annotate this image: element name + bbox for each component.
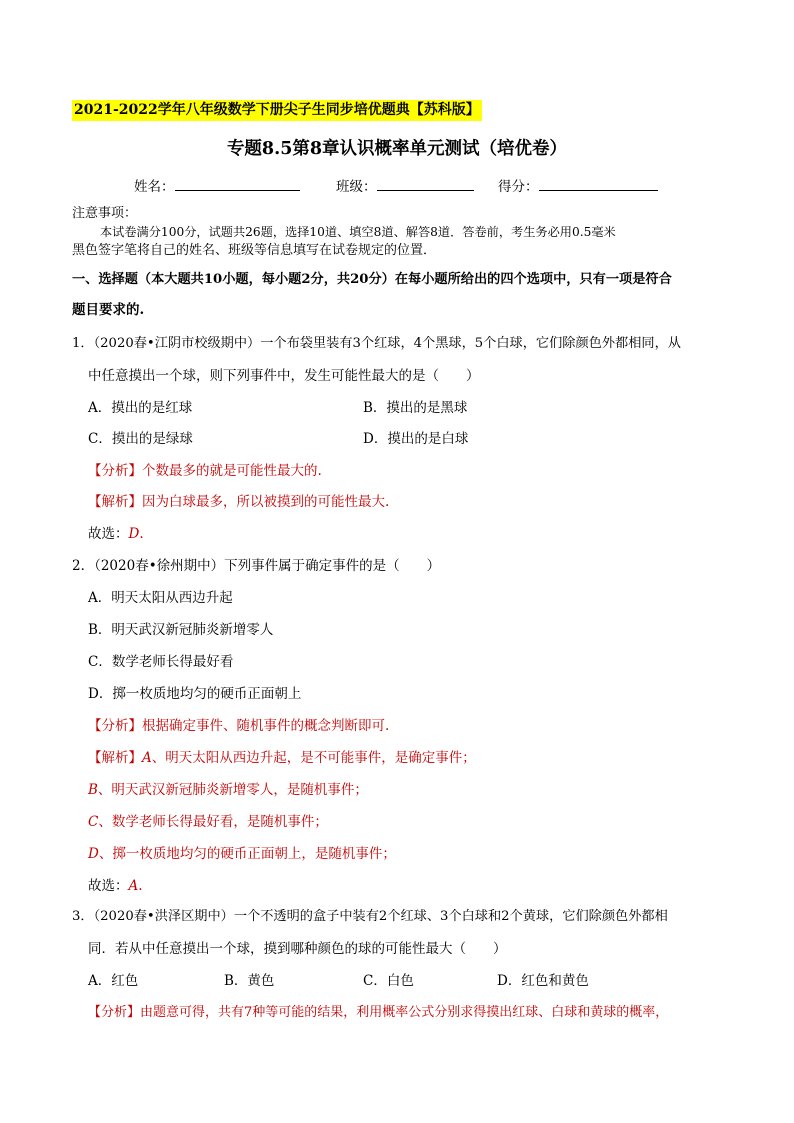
q2-option-c[interactable]: C．数学老师长得最好看 [88, 654, 234, 670]
q2-sol-b-text: 、明天武汉新冠肺炎新增零人，是随机事件； [97, 782, 368, 798]
q2-stem: 2．（2020春•徐州期中）下列事件属于确定事件的是（ ） [72, 558, 441, 574]
q2-solution-c [88, 812, 328, 832]
q1-stem-line1: 1．（2020春•江阴市校级期中）一个布袋里装有3个红球，4个黑球，5个白球，它们除颜色外都相同，从 [72, 336, 681, 351]
q1-solution [88, 492, 389, 512]
class-label: 班级： [336, 179, 377, 195]
q2-sol-d-letter: D [88, 846, 99, 862]
section-heading-line1: 一、选择题（本大题共10小题，每小题2分，共20分）在每小题所给出的四个选项中，只有一项是符合 [72, 272, 672, 287]
q2-solution-b [88, 780, 368, 800]
q1-analysis [88, 461, 322, 481]
notice-line1: 本试卷满分100分，试题共26题，选择10道、填空8道、解答8道．答卷前，考生务必用0.5毫米 [100, 225, 616, 239]
q1-solution-tag: 【解析】 [88, 494, 142, 510]
notice-label: 注意事项： [72, 206, 138, 221]
q1-option-d[interactable]: D．摸出的是白球 [363, 431, 469, 447]
q3-analysis [88, 1003, 668, 1023]
q1-analysis-text: 个数最多的就是可能性最大的. [142, 463, 322, 479]
series-banner: 2021-2022学年八年级数学下册尖子生同步培优题典【苏科版】 [72, 100, 482, 121]
q2-answer-end: . [138, 878, 143, 894]
q2-sol-b-letter: B [88, 782, 98, 798]
q1-option-a[interactable]: A．摸出的是红球 [88, 400, 193, 416]
name-field[interactable] [134, 176, 300, 197]
q2-answer-label: 故选： [88, 878, 129, 894]
q1-analysis-tag: 【分析】 [88, 463, 142, 479]
q2-sol-a-letter: A [142, 750, 152, 766]
q2-option-b[interactable]: B．明天武汉新冠肺炎新增零人 [88, 622, 274, 638]
page-title: 专题8.5第8章认识概率单元测试（培优卷） [226, 139, 568, 159]
q2-sol-c-text: 、数学老师长得最好看，是随机事件； [98, 814, 328, 830]
q2-sol-a-text: 、明天太阳从西边升起，是不可能事件，是确定事件； [151, 750, 476, 766]
q3-option-a[interactable]: A．红色 [88, 973, 139, 989]
q1-answer-letter: D [128, 526, 140, 542]
q2-option-a[interactable]: A．明天太阳从西边升起 [88, 590, 233, 606]
notice-line2: 黑色签字笔将自己的姓名、班级等信息填写在试卷规定的位置． [72, 243, 437, 258]
q2-analysis-text: 根据确定事件、随机事件的概念判断即可. [142, 718, 390, 734]
q1-answer-label: 故选： [88, 526, 129, 542]
q2-analysis-tag: 【分析】 [88, 718, 142, 734]
q3-option-d[interactable]: D．红色和黄色 [497, 973, 589, 989]
q3-stem-line2: 同．若从中任意摸出一个球，摸到哪种颜色的球的可能性最大（ ） [88, 941, 507, 957]
q2-option-d[interactable]: D．掷一枚质地均匀的硬币正面朝上 [88, 686, 302, 702]
q2-solution-d [88, 844, 396, 864]
q3-option-c[interactable]: C．白色 [363, 973, 414, 989]
name-label: 姓名： [134, 179, 175, 195]
score-blank[interactable] [539, 176, 658, 191]
name-blank[interactable] [175, 176, 300, 191]
q2-answer-letter: A [128, 878, 139, 894]
class-blank[interactable] [377, 176, 474, 191]
score-label: 得分： [498, 179, 539, 195]
q3-option-b[interactable]: B．黄色 [224, 973, 275, 989]
q1-answer [88, 524, 144, 544]
section-heading-line2: 题目要求的. [72, 302, 145, 318]
q3-stem-line1: 3．（2020春•洪泽区期中）一个不透明的盒子中装有2个红球、3个白球和2个黄球，它们除颜色外都相 [72, 909, 668, 924]
q2-answer [88, 876, 143, 896]
q3-analysis-text: 由题意可得，共有7种等可能的结果，利用概率公式分别求得摸出红球、白球和黄球的概率， [140, 1005, 669, 1020]
q1-solution-text: 因为白球最多，所以被摸到的可能性最大. [142, 494, 390, 510]
q3-analysis-tag: 【分析】 [88, 1005, 141, 1020]
q1-option-c[interactable]: C．摸出的是绿球 [88, 431, 193, 447]
score-field[interactable] [498, 176, 658, 197]
class-field[interactable] [336, 176, 474, 197]
q2-analysis [88, 716, 389, 736]
q2-solution-a [88, 748, 476, 768]
q1-stem-line2: 中任意摸出一个球，则下列事件中，发生可能性最大的是（ ） [88, 368, 480, 384]
q2-solution-tag: 【解析】 [88, 750, 142, 766]
q1-answer-end: . [139, 526, 144, 542]
q2-sol-d-text: 、掷一枚质地均匀的硬币正面朝上，是随机事件； [98, 846, 396, 862]
q2-sol-c-letter: C [88, 814, 99, 830]
q1-option-b[interactable]: B．摸出的是黑球 [363, 400, 468, 416]
